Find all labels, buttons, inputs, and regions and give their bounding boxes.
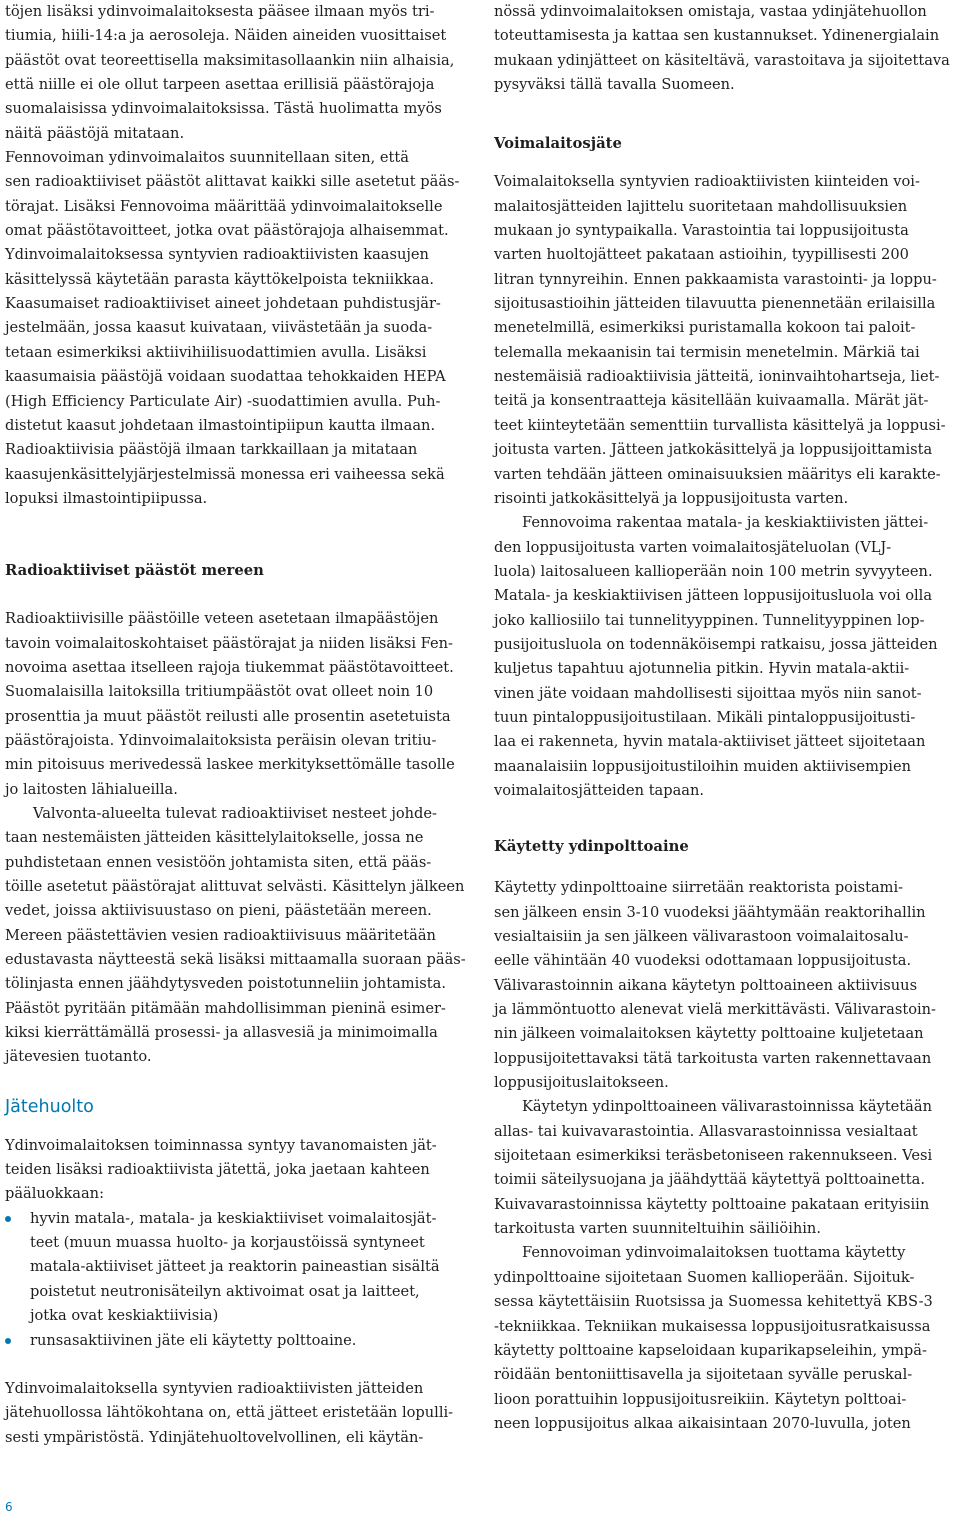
text-line: Suomalaisilla laitoksilla tritiumpäästöt ovat olleet noin 10 [5,683,434,701]
text-line: tavoin voimalaitoskohtaiset päästörajat ja niiden lisäksi Fen- [5,634,453,652]
text-line: telemalla mekaanisin tai termisin menetelmin. Märkiä tai [494,343,920,361]
text-line: käytetty polttoaine kapseloidaan kuparikapseleihin, ympä- [494,1341,927,1359]
paragraph [5,607,475,802]
text-line: min pitoisuus merivedessä laskee merkityksettömälle tasolle [5,756,455,774]
text-line: röidään bentoniittisavella ja sijoitetaan syvälle peruskal- [494,1366,913,1384]
text-line: Välivarastoinnin aikana käytetyn polttoaineen aktiivisuus [494,976,918,994]
heading-spent-fuel: Käytetty ydinpolttoaine [494,838,689,856]
text-line: omat päästötavoitteet, jotka ovat päästörajoja alhaisemmat. [5,222,449,240]
paragraph [494,511,954,803]
right-column [494,0,954,1436]
text-line: suomalaisissa ydinvoimalaitoksissa. Tästä huolimatta myös [5,100,442,118]
text-line: tarkoitusta varten suunniteltuihin säiliöihin. [494,1220,821,1238]
text-line: voimalaitosjätteiden tapaan. [494,781,705,799]
text-line: Kaasumaiset radioaktiiviset aineet johdetaan puhdistusjär- [5,295,441,313]
spacer [5,511,475,535]
paragraph [494,1095,954,1241]
text-line: jo laitosten lähialueilla. [5,780,178,798]
text-line: Ydinvoimalaitoksessa syntyvien radioaktiivisten kaasujen [5,246,429,264]
text-line: Päästöt pyritään pitämään mahdollisimman pieninä esimer- [5,999,446,1017]
text-line: tetaan esimerkiksi aktiivihiilisuodattimien avulla. Lisäksi [5,343,427,361]
bullet-text-line [5,1207,475,1231]
text-line: mukaan jo syntypaikalla. Varastointia tai loppusijoitusta [494,222,909,240]
text-line: taan nestemäisten jätteiden käsittelylaitokselle, jossa ne [5,829,424,847]
text-line: Radioaktiivisille päästöille veteen asetetaan ilmapäästöjen [5,610,439,628]
text-line: Radioaktiivisia päästöjä ilmaan tarkkaillaan ja mitataan [5,441,418,459]
paragraph [494,170,954,511]
text-line: vedet, joissa aktiivisuustaso on pieni, päästetään mereen. [5,902,432,920]
text-line: jätevesien tuotanto. [5,1048,152,1066]
heading-waste-management: Jätehuolto [5,1096,94,1117]
text-line: Valvonta-alueelta tulevat radioaktiiviset nesteet johde- [33,804,437,822]
text-line: prosenttia ja muut päästöt reilusti alle prosentin asetetuista [5,707,451,725]
text-line: näitä päästöjä mitataan. [5,124,185,142]
text-line: teet kiinteytetään sementtiin turvallista käsittelyä ja loppusi- [494,416,946,434]
text-line: Mereen päästettävien vesien radioaktiivisuus määritetään [5,926,436,944]
left-column [5,0,475,1450]
text-line: sen jälkeen ensin 3-10 vuodeksi jäähtymään reaktorihallin [494,903,926,921]
bullet-text: runsasaktiivinen jäte eli käytetty polttoaine. [30,1331,357,1349]
paragraph [5,1377,475,1450]
text-line: töille asetetut päästörajat alittuvat selvästi. Käsittelyn jälkeen [5,878,465,895]
text-line: törajat. Lisäksi Fennovoima määrittää ydinvoimalaitokselle [5,197,443,215]
text-line: edustavasta näytteestä sekä lisäksi mittaamalla suoraan pääs- [5,951,466,969]
bullet-text-line: teet (muun muassa huolto- ja korjaustöissä syntyneet [30,1234,425,1252]
text-line: toimii säteilysuojana ja jäähdyttää käytettyä polttoainetta. [494,1171,925,1189]
bullet-text-line: matala-aktiiviset jätteet ja reaktorin paineastian sisältä [30,1258,440,1276]
heading-sea-emissions: Radioaktiiviset päästöt mereen [5,562,264,580]
text-line: -tekniikkaa. Tekniikan mukaisessa loppusijoitusratkaisussa [494,1317,931,1335]
page-number: 6 [5,1500,13,1514]
spacer [5,535,475,559]
text-line: allas- tai kuivavarastointia. Allasvarastoinnissa vesialtaat [494,1122,918,1140]
text-line: distetut kaasut johdetaan ilmastointipiipun kautta ilmaan. [5,416,436,434]
text-line: mukaan ydinjätteet on käsiteltävä, varastoitava ja sijoitettava [494,51,950,69]
text-line: sijoitetaan esimerkiksi teräsbetoniseen rakennukseen. Vesi [494,1147,933,1165]
text-line: joko kalliosiilo tai tunnelityyppinen. Tunnelityyppinen lop- [494,611,925,629]
bullet-text-line: poistetut neutronisäteilyn aktivoimat osat ja laitteet, [30,1282,420,1300]
text-line: novoima asettaa itselleen rajoja tiukemmat päästötavoitteet. [5,658,454,676]
text-line: vesialtaisiin ja sen jälkeen välivarastoon voimalaitosalu- [494,928,909,945]
paragraph [494,1241,954,1436]
text-line: Kuivavarastoinnissa käytetty polttoaine pakataan erityisiin [494,1195,930,1213]
text-line: Fennovoiman ydinvoimalaitoksen tuottama käytetty [522,1244,906,1262]
text-line: risointi jatkokäsittelyä ja loppusijoitusta varten. [494,489,849,507]
text-line: varten huoltojätteet pakataan astioihin, tyypillisesti 200 [494,246,909,264]
text-line: joitusta varten. Jätteen jatkokäsittelyä ja loppusijoittamista [494,441,933,459]
text-line: sesti ympäristöstä. Ydinjätehuoltovelvollinen, eli käytän- [5,1428,424,1446]
text-line: Käytetty ydinpolttoaine siirretään reaktorista poistami- [494,879,904,897]
text-line: teiden lisäksi radioaktiivista jätettä, joka jaetaan kahteen [5,1161,430,1179]
text-line: pysyväksi tällä tavalla Suomeen. [494,76,735,94]
text-line: Voimalaitoksella syntyvien radioaktiivisten kiinteiden voi- [494,173,920,191]
text-line: kaasujenkäsittelyjärjestelmissä monessa eri vaiheessa sekä [5,465,445,483]
text-line: tiumia, hiili-14:a ja aerosoleja. Näiden aineiden vuosittaiset [5,27,447,45]
bullet-item [5,1329,475,1353]
text-line: ydinpolttoaine sijoitetaan Suomen kallioperään. Sijoituk- [494,1268,915,1286]
text-line: kiksi kierrättämällä prosessi- ja allasvesiä ja minimoimalla [5,1024,438,1042]
paragraph [494,0,954,97]
text-line: maanalaisiin loppusijoitustiloihin muiden aktiivisempien [494,757,912,775]
text-line: malaitosjätteiden lajittelu suoritetaan mahdollisuuksien [494,197,908,215]
text-line: sijoitusastioihin jätteiden tilavuutta pienennetään erilaisilla [494,295,936,313]
text-line: pusijoitusluola on todennäköisempi ratkaisu, jossa jätteiden [494,635,938,653]
text-line: Käytetyn ydinpolttoaineen välivarastoinnissa käytetään [522,1098,932,1116]
text-line: vinen jäte voidaan mahdollisesti sijoittaa myös niin sanot- [494,684,922,702]
text-line: laa ei rakenneta, hyvin matala-aktiiviset jätteet sijoitetaan [494,733,926,751]
text-line: Fennovoima rakentaa matala- ja keskiaktiivisten jättei- [522,514,929,532]
text-line: jestelmään, jossa kaasut kuivataan, viivästetään ja suoda- [5,319,433,337]
text-line: päästöt ovat teoreettisella maksimitasollaankin niin alhaisia, [5,51,455,69]
text-line: että niille ei ole ollut tarpeen asettaa erillisiä päästörajoja [5,76,435,94]
bullet-dot-icon [5,1216,11,1222]
bullet-text-line: jotka ovat keskiaktiivisia) [30,1307,219,1325]
text-line: loppusijoituslaitokseen. [494,1074,669,1092]
paragraph [5,146,475,243]
text-line: teitä ja konsentraatteja käsitellään kuivaamalla. Märät jät- [494,392,929,410]
text-line: Ydinvoimalaitoksen toiminnassa syntyy tavanomaisten jät- [5,1136,437,1154]
text-line: nössä ydinvoimalaitoksen omistaja, vastaa ydinjätehuollon [494,3,927,20]
text-line: tuun pintaloppusijoitustilaan. Mikäli pintaloppusijoitusti- [494,708,916,726]
heading-plant-waste: Voimalaitosjäte [494,135,622,153]
text-line: puhdistetaan ennen vesistöön johtamista siten, että pääs- [5,853,432,871]
text-line: eelle vähintään 40 vuodeksi odottamaan loppusijoitusta. [494,952,912,970]
text-line: sen radioaktiiviset päästöt alittavat kaikki sille asetetut pääs- [5,173,460,191]
text-line: tölinjasta ennen jäähdytysveden poistotunneliin johtamista. [5,975,446,993]
text-line: nestemäisiä radioaktiivisia jätteitä, ioninvaihtohartseja, liet- [494,368,940,386]
text-line: varten tehdään jätteen ominaisuuksien määritys eli karakte- [494,465,941,483]
text-line: loppusijoitettavaksi tätä tarkoitusta varten rakennettavaan [494,1049,932,1067]
text-line: (High Efficiency Particulate Air) -suodattimien avulla. Puh- [5,392,441,410]
bullet-dot-icon [5,1338,11,1344]
text-line: den loppusijoitusta varten voimalaitosjäteluolan (VLJ- [494,538,892,556]
text-line: kuljetus tapahtuu ajotunnelia pitkin. Hyvin matala-aktii- [494,660,910,678]
bullet-text-line [5,1329,475,1353]
text-line: lioon porattuihin loppusijoitusreikiin. Käytetyn polttoai- [494,1390,907,1408]
text-line: pääluokkaan: [5,1185,104,1203]
text-line: sessa käytettäisiin Ruotsissa ja Suomessa kehitettyä KBS-3 [494,1293,933,1311]
bullet-text: hyvin matala-, matala- ja keskiaktiiviset voimalaitosjät- [30,1209,437,1227]
spacer [5,583,475,607]
paragraph [5,0,475,146]
text-line: Ydinvoimalaitoksella syntyvien radioaktiivisten jätteiden [5,1379,424,1397]
text-line: nin jälkeen voimalaitoksen käytetty polttoaine kuljetetaan [494,1025,924,1043]
spacer [5,1070,475,1094]
text-line: käsittelyssä käytetään parasta käyttökelpoista tekniikkaa. [5,270,435,288]
spacer [494,97,954,121]
paragraph [5,1134,475,1207]
spacer [494,803,954,827]
text-line: jätehuollossa lähtökohtana on, että jätteet eristetään lopulli- [5,1404,454,1422]
paragraph [5,802,475,1070]
text-line: toteuttamisesta ja kattaa sen kustannukset. Ydinenergialain [494,27,940,45]
text-line: neen loppusijoitus alkaa aikaisintaan 2070-luvulla, joten [494,1414,911,1432]
text-line: Fennovoiman ydinvoimalaitos suunnitellaan siten, että [5,149,409,167]
text-line: luola) laitosalueen kallioperään noin 100 metrin syvyyteen. [494,562,933,580]
text-line: kaasumaisia päästöjä voidaan suodattaa tehokkaiden HEPA [5,368,446,386]
paragraph [494,876,954,1095]
text-line: töjen lisäksi ydinvoimalaitoksesta pääsee ilmaan myös tri- [5,3,435,20]
text-line: ja lämmöntuotto alenevat vielä merkittävästi. Välivarastoin- [494,1001,936,1019]
text-line: lopuksi ilmastointipiipussa. [5,489,208,507]
paragraph [5,243,475,511]
spacer [5,1353,475,1377]
text-line: Matala- ja keskiaktiivisen jätteen loppusijoitusluola voi olla [494,587,933,605]
bullet-item [5,1207,475,1329]
text-line: menetelmillä, esimerkiksi puristamalla kokoon tai paloit- [494,319,916,337]
text-line: litran tynnyreihin. Ennen pakkaamista varastointi- ja loppu- [494,270,937,288]
text-line: päästörajoista. Ydinvoimalaitoksista peräisin olevan tritiu- [5,731,437,749]
